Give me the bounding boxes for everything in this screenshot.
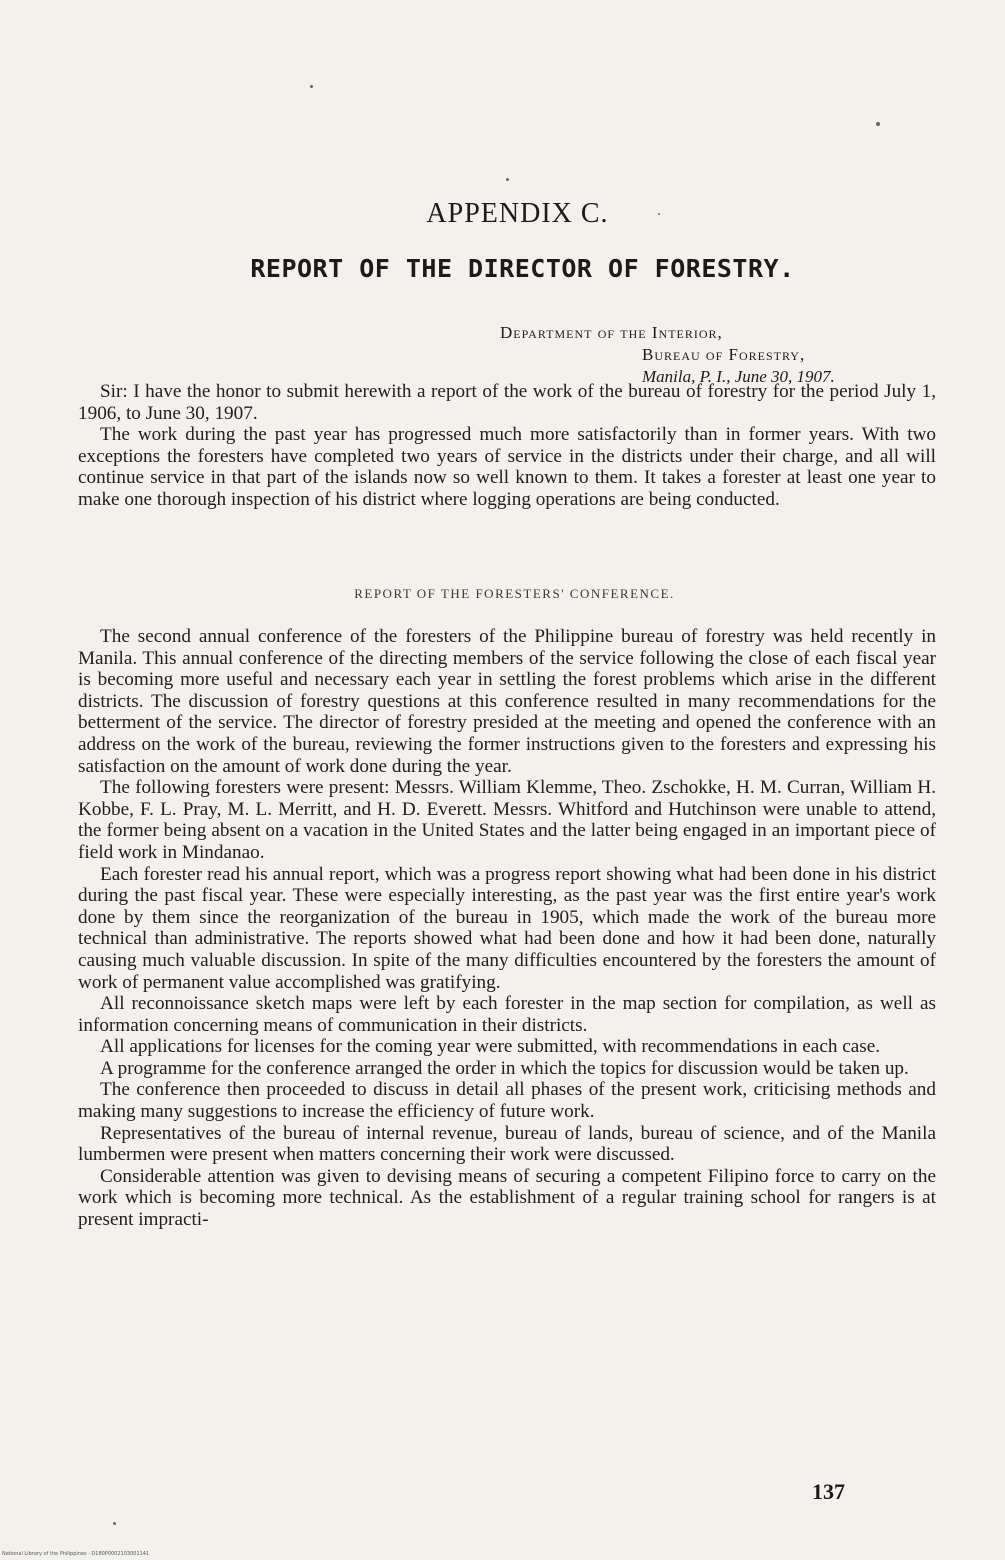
section-heading: REPORT OF THE FORESTERS' CONFERENCE. — [354, 586, 675, 601]
letter-header-place-date: Manila, P. I., June 30, 1907. — [642, 367, 835, 386]
scan-speck — [506, 178, 509, 181]
paragraph: Representatives of the bureau of internal revenue, bureau of lands, bureau of science, and of the Manila lumbermen were present when matters concerning their work were discussed. — [78, 1122, 936, 1166]
intro-section — [78, 381, 936, 511]
paragraph: The following foresters were present: Messrs. William Klemme, Theo. Zschokke, H. M. Curran, William H. Kobbe, F. L. Pray, M. L. Merritt, and H. D. Everett. Messrs. Whitford and Hutchinson were unable to attend, the former being absent on a vacation in the United States and the latter being engaged in an important piece of field work in Mindanao. — [78, 777, 936, 863]
report-title: REPORT OF THE DIRECTOR OF FORESTRY. — [250, 254, 795, 283]
paragraph: Considerable attention was given to devising means of securing a competent Filipino force to carry on the work which is becoming more technical. As the establishment of a regular training school for rangers is at present impracti- — [78, 1165, 936, 1231]
paragraph: The second annual conference of the foresters of the Philippine bureau of forestry was held recently in Manila. This annual conference of the directing members of the service following the close of each fiscal year is becoming more useful and necessary each year in settling the forest problems which arise in the different districts. The discussion of forestry questions at this conference resulted in many recommendations for the betterment of the service. The director of forestry presided at the meeting and opened the conference with an address on the work of the bureau, reviewing the former instructions given to the foresters and expressing his satisfaction on the amount of work done during the year. — [78, 626, 936, 777]
conference-section — [78, 626, 936, 1231]
paragraph: Sir: I have the honor to submit herewith a report of the work of the bureau of forestry for the period July 1, 1906, to June 30, 1907. — [78, 381, 936, 424]
paragraph: Each forester read his annual report, which was a progress report showing what had been done in his district during the past fiscal year. These were especially interesting, as the past year was the first entire year's work done by them since the reorganization of the bureau in 1905, which made the work of the bureau more technical than administrative. The reports showed what had been done and how it had been done, naturally causing much valuable discussion. In spite of the many difficulties encountered by the foresters the amount of work of permanent value accomplished was gratifying. — [78, 863, 936, 993]
scan-speck — [876, 122, 880, 126]
scan-speck — [310, 85, 313, 88]
letter-header — [500, 322, 930, 388]
appendix-title: APPENDIX C. — [426, 198, 609, 229]
paragraph: The conference then proceeded to discuss in detail all phases of the present work, criticising methods and making many suggestions to increase the efficiency of future work. — [78, 1079, 936, 1123]
footer-stamp: National Library of the Philippines · D180P0002103001141 — [2, 1551, 150, 1557]
paragraph: The work during the past year has progressed much more satisfactorily than in former years. With two exceptions the foresters have completed two years of service in the districts under their charge, and all will continue service in that part of the islands now so well known to them. It takes a forester at least one year to make one thorough inspection of his district where logging operations are being conducted. — [78, 424, 936, 510]
paragraph: A programme for the conference arranged the order in which the topics for discussion would be taken up. — [100, 1057, 909, 1079]
letter-header-bureau: Bureau of Forestry, — [642, 345, 806, 364]
paragraph: All applications for licenses for the coming year were submitted, with recommendations in each case. — [100, 1036, 881, 1058]
letter-header-department: Department of the Interior, — [500, 323, 723, 342]
paragraph: All reconnoissance sketch maps were left by each forester in the map section for compilation, as well as information concerning means of communication in their districts. — [78, 993, 936, 1036]
page-number: 137 — [812, 1479, 845, 1504]
scan-speck — [113, 1522, 116, 1525]
